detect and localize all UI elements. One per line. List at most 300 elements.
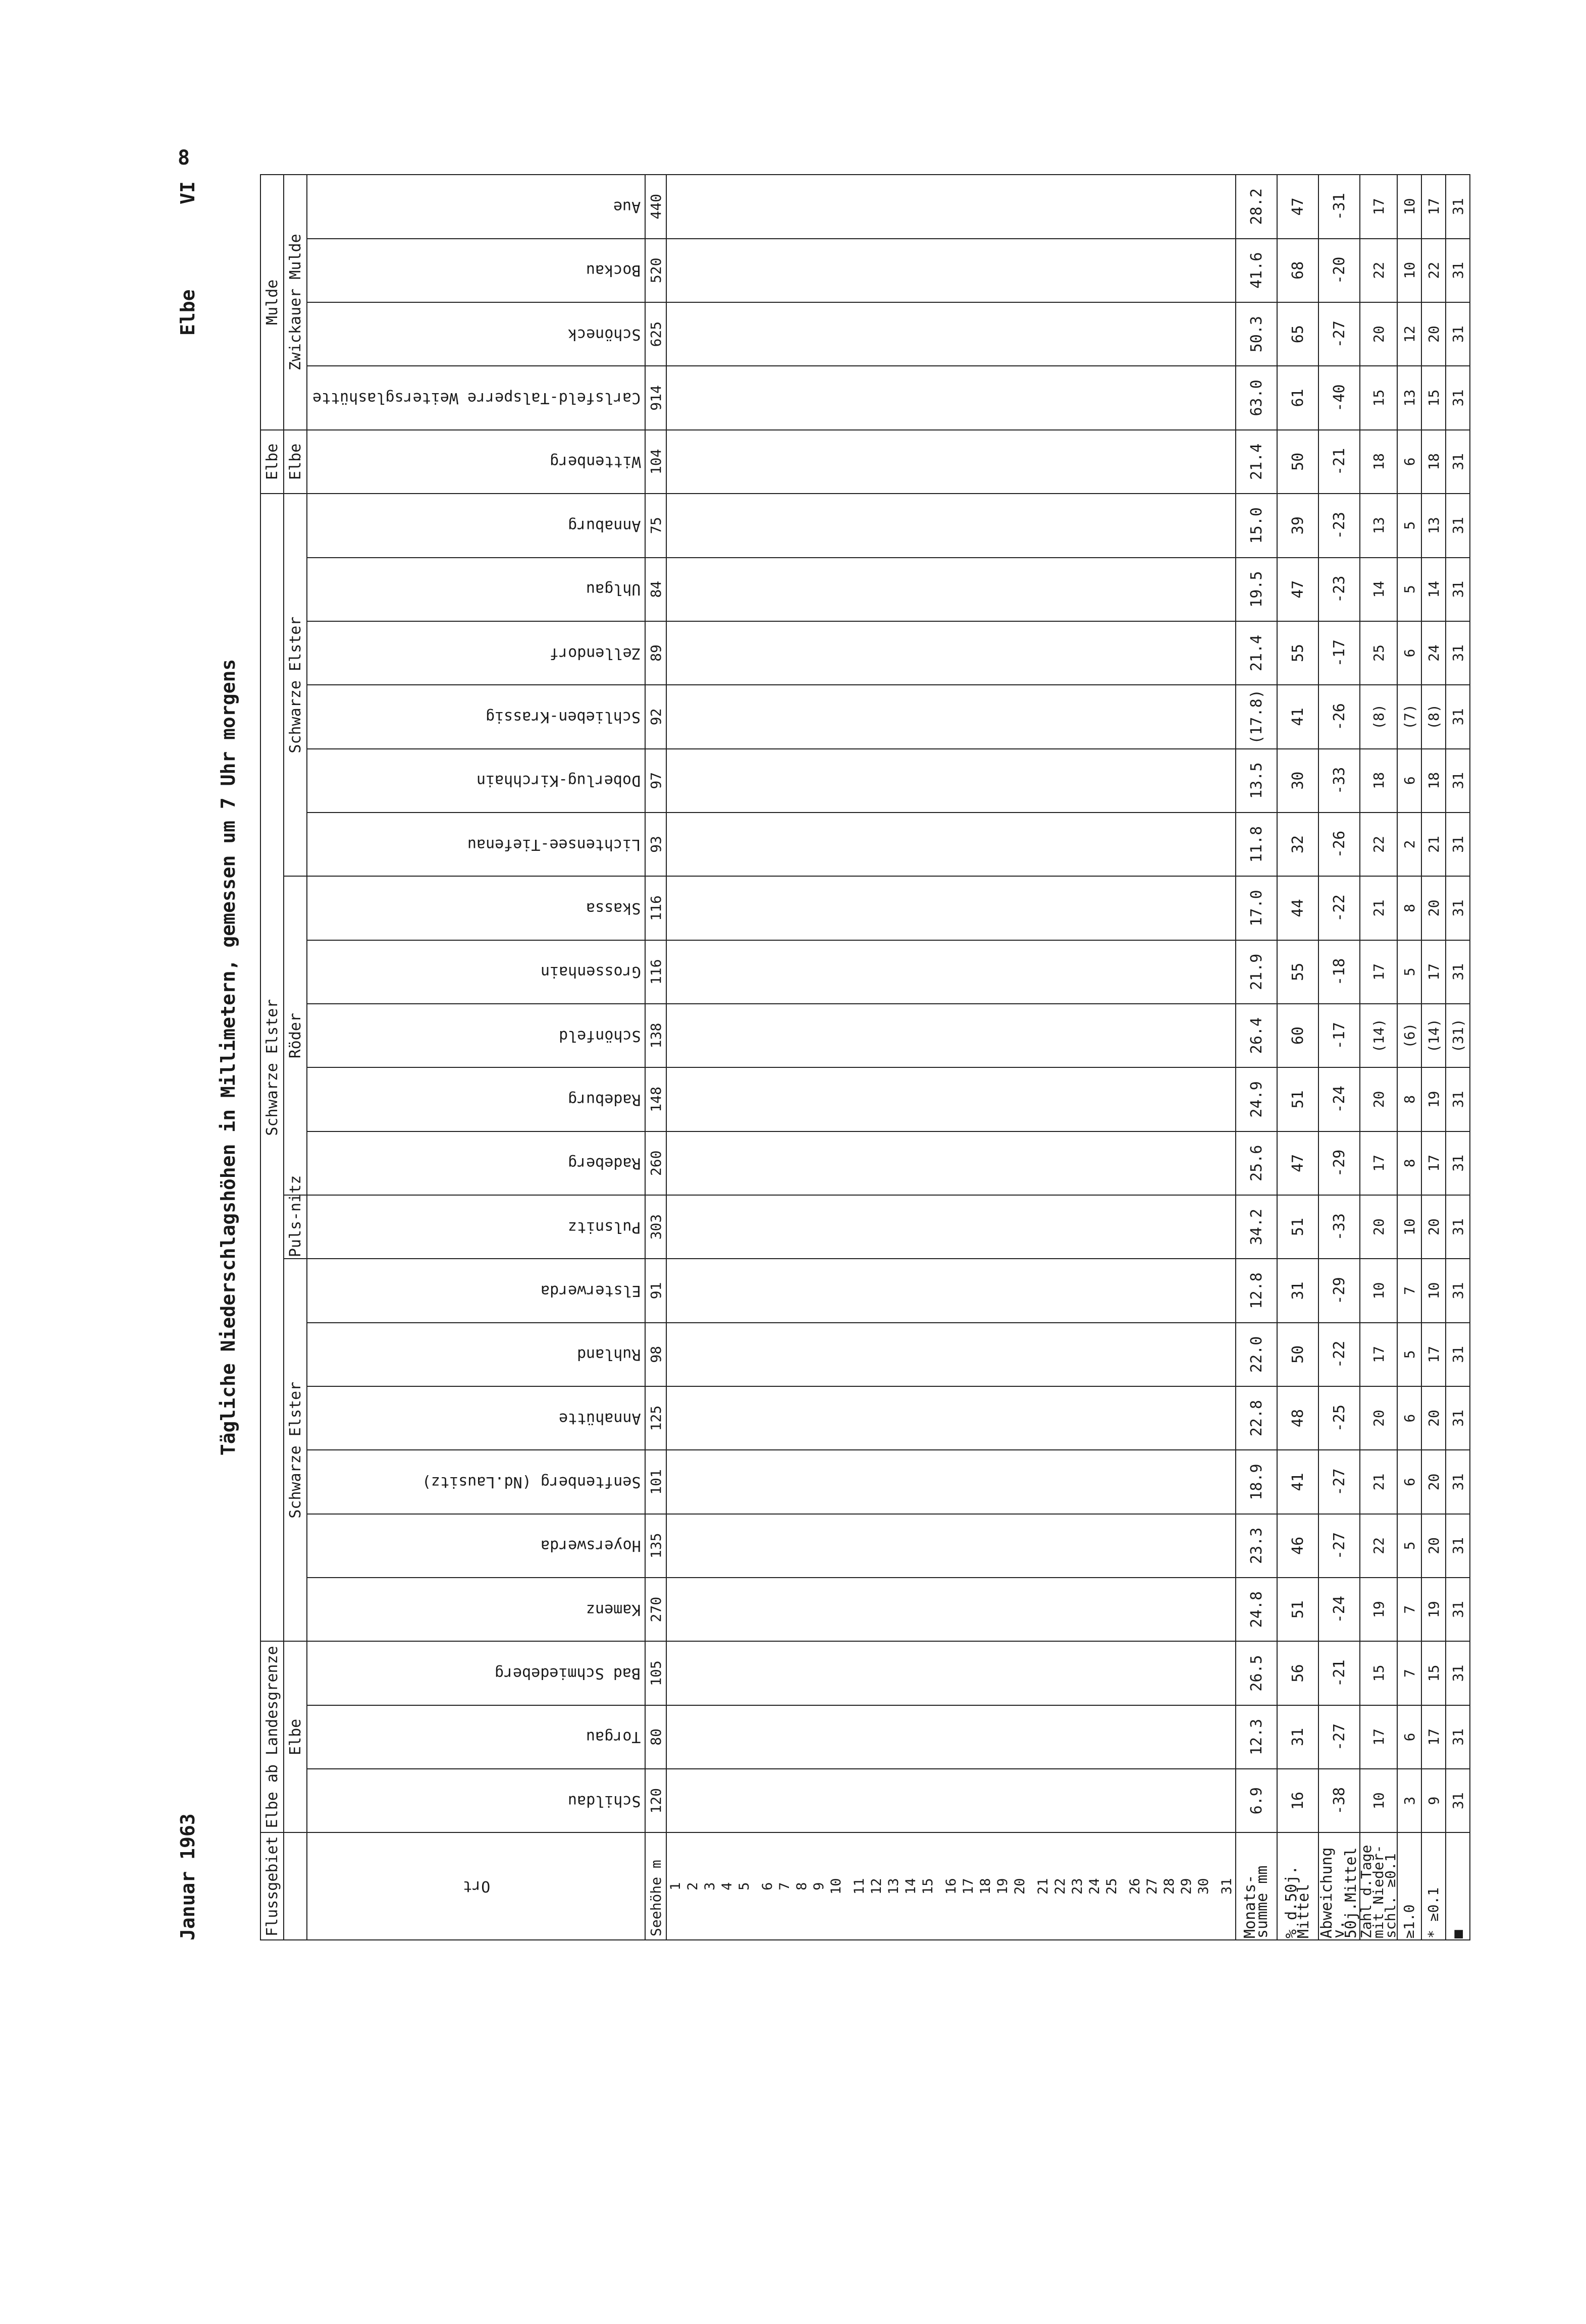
subgroup-schwarze-elster: Schwarze Elster xyxy=(284,1259,307,1641)
day-value xyxy=(1195,1323,1212,1386)
day-value xyxy=(844,685,868,748)
day-value xyxy=(977,1578,994,1641)
day-value xyxy=(793,940,810,1004)
days-ge01: 10 xyxy=(1360,1769,1397,1832)
day-value xyxy=(936,1067,960,1131)
day-value xyxy=(793,1450,810,1514)
tage-star-label: * ≥0.1 xyxy=(1421,1832,1446,1940)
day-value xyxy=(1086,1450,1103,1514)
day-value xyxy=(1103,175,1120,239)
subgroup-zwickauer-mulde: Zwickauer Mulde xyxy=(284,175,307,430)
days-star: 20 xyxy=(1421,1450,1446,1514)
day-value xyxy=(1160,685,1178,748)
day-value xyxy=(810,366,827,429)
day-value xyxy=(1051,1131,1069,1195)
day-value xyxy=(666,1514,684,1578)
day-value xyxy=(1011,876,1028,940)
day-value xyxy=(1086,1195,1103,1259)
deviation: -26 xyxy=(1318,685,1360,748)
days-star: 17 xyxy=(1421,1131,1446,1195)
day-value xyxy=(868,1323,885,1386)
day-value xyxy=(960,813,977,876)
deviation: -25 xyxy=(1318,1386,1360,1450)
day-value xyxy=(753,1131,776,1195)
day-value xyxy=(1178,1578,1195,1641)
day-value xyxy=(902,813,919,876)
pct-of-mean: 30 xyxy=(1277,749,1318,813)
day-value xyxy=(994,749,1011,813)
day-value xyxy=(868,685,885,748)
day-value xyxy=(936,876,960,940)
day-value xyxy=(1069,239,1086,302)
day-value xyxy=(994,1514,1011,1578)
day-value xyxy=(844,1514,868,1578)
day-value xyxy=(718,1386,735,1450)
day-row xyxy=(666,175,684,1940)
day-value xyxy=(1195,1578,1212,1641)
day-value xyxy=(960,621,977,685)
day-label: 20 xyxy=(1011,1832,1028,1940)
day-label: 13 xyxy=(885,1832,902,1940)
day-value xyxy=(977,1386,994,1450)
day-value xyxy=(919,1641,936,1705)
day-value xyxy=(666,1131,684,1195)
day-label: 17 xyxy=(960,1832,977,1940)
day-value xyxy=(827,621,844,685)
day-value xyxy=(994,621,1011,685)
day-row xyxy=(701,175,718,1940)
day-value xyxy=(1178,749,1195,813)
day-value xyxy=(666,1641,684,1705)
day-value xyxy=(735,1195,753,1259)
day-row xyxy=(977,175,994,1940)
day-value xyxy=(1212,940,1236,1004)
day-value xyxy=(1120,1769,1143,1832)
day-value xyxy=(718,1578,735,1641)
station-name: Annaburg xyxy=(307,494,645,558)
days-snow: 31 xyxy=(1446,1578,1470,1641)
day-value xyxy=(868,1259,885,1322)
days-ge10: 7 xyxy=(1397,1578,1421,1641)
day-value xyxy=(718,1514,735,1578)
day-value xyxy=(753,1004,776,1067)
day-label: 16 xyxy=(936,1832,960,1940)
day-value xyxy=(793,1769,810,1832)
day-value xyxy=(1120,1067,1143,1131)
day-value xyxy=(1143,1769,1160,1832)
day-value xyxy=(827,1067,844,1131)
day-value xyxy=(810,558,827,621)
day-value xyxy=(1103,685,1120,748)
day-value xyxy=(1212,430,1236,494)
subgroup-schwarze-elster-2: Schwarze Elster xyxy=(284,494,307,876)
day-value xyxy=(868,239,885,302)
days-ge10: 5 xyxy=(1397,1514,1421,1578)
day-value xyxy=(1120,558,1143,621)
deviation: -17 xyxy=(1318,621,1360,685)
day-label: 7 xyxy=(776,1832,793,1940)
day-value xyxy=(827,1004,844,1067)
days-star: 20 xyxy=(1421,876,1446,940)
day-value xyxy=(1160,302,1178,366)
day-value xyxy=(735,1067,753,1131)
station-elevation: 260 xyxy=(645,1131,666,1195)
station-name: Schlieben-Krassig xyxy=(307,685,645,748)
day-value xyxy=(666,558,684,621)
days-star: 20 xyxy=(1421,302,1446,366)
day-value xyxy=(1143,813,1160,876)
days-star: (8) xyxy=(1421,685,1446,748)
day-value xyxy=(735,1386,753,1450)
day-value xyxy=(960,876,977,940)
day-value xyxy=(1178,1514,1195,1578)
days-snow: 31 xyxy=(1446,1641,1470,1705)
day-value xyxy=(919,366,936,429)
day-value xyxy=(1178,1769,1195,1832)
day-value xyxy=(1103,749,1120,813)
day-value xyxy=(753,1769,776,1832)
days-star: 10 xyxy=(1421,1259,1446,1322)
day-value xyxy=(1120,876,1143,940)
day-value xyxy=(885,239,902,302)
day-value xyxy=(701,1259,718,1322)
day-value xyxy=(1011,685,1028,748)
day-value xyxy=(1011,430,1028,494)
day-value xyxy=(735,302,753,366)
day-value xyxy=(885,1514,902,1578)
day-value xyxy=(753,749,776,813)
day-label: 12 xyxy=(868,1832,885,1940)
day-value xyxy=(994,813,1011,876)
day-value xyxy=(844,366,868,429)
day-value xyxy=(936,494,960,558)
day-value xyxy=(936,1450,960,1514)
day-value xyxy=(684,494,701,558)
day-value xyxy=(1178,366,1195,429)
day-value xyxy=(1069,1195,1086,1259)
monthly-sum: 18.9 xyxy=(1236,1450,1277,1514)
pct-of-mean: 41 xyxy=(1277,1450,1318,1514)
day-value xyxy=(735,749,753,813)
day-value xyxy=(977,494,994,558)
day-value xyxy=(1028,1769,1051,1832)
day-value xyxy=(844,1259,868,1322)
day-value xyxy=(994,175,1011,239)
monthly-sum: 22.0 xyxy=(1236,1323,1277,1386)
deviation: -26 xyxy=(1318,813,1360,876)
day-value xyxy=(960,1323,977,1386)
day-value xyxy=(1051,302,1069,366)
day-value xyxy=(1120,175,1143,239)
day-value xyxy=(1103,813,1120,876)
day-value xyxy=(793,175,810,239)
day-value xyxy=(919,749,936,813)
day-value xyxy=(1143,685,1160,748)
day-value xyxy=(701,558,718,621)
day-value xyxy=(1195,1769,1212,1832)
day-value xyxy=(994,1386,1011,1450)
day-value xyxy=(793,430,810,494)
day-value xyxy=(936,239,960,302)
day-value xyxy=(868,1386,885,1450)
day-value xyxy=(776,239,793,302)
day-value xyxy=(1069,1450,1086,1514)
day-value xyxy=(1212,1641,1236,1705)
day-label: 10 xyxy=(827,1832,844,1940)
day-value xyxy=(684,940,701,1004)
day-value xyxy=(1011,940,1028,1004)
day-value xyxy=(1178,1259,1195,1322)
day-value xyxy=(827,940,844,1004)
days-ge01: 22 xyxy=(1360,1514,1397,1578)
day-value xyxy=(936,558,960,621)
day-value xyxy=(994,940,1011,1004)
day-value xyxy=(844,621,868,685)
day-value xyxy=(776,494,793,558)
deviation: -17 xyxy=(1318,1004,1360,1067)
day-value xyxy=(718,940,735,1004)
day-value xyxy=(1120,621,1143,685)
pct-of-mean: 55 xyxy=(1277,621,1318,685)
day-value xyxy=(684,1386,701,1450)
day-value xyxy=(1160,175,1178,239)
station-elevation: 914 xyxy=(645,366,666,429)
day-value xyxy=(1143,1195,1160,1259)
day-value xyxy=(1160,1578,1178,1641)
day-value xyxy=(1120,430,1143,494)
day-value xyxy=(810,1705,827,1769)
deviation: -24 xyxy=(1318,1578,1360,1641)
day-value xyxy=(1178,1641,1195,1705)
station-name: Skassa xyxy=(307,876,645,940)
day-label: 19 xyxy=(994,1832,1011,1940)
day-value xyxy=(1011,1195,1028,1259)
day-value xyxy=(827,876,844,940)
day-value xyxy=(1051,1641,1069,1705)
day-value xyxy=(1143,621,1160,685)
day-value xyxy=(701,302,718,366)
day-value xyxy=(1143,430,1160,494)
day-value xyxy=(666,813,684,876)
day-value xyxy=(1143,940,1160,1004)
day-value xyxy=(718,430,735,494)
day-value xyxy=(776,1578,793,1641)
day-label: 22 xyxy=(1051,1832,1069,1940)
day-value xyxy=(701,239,718,302)
day-value xyxy=(977,813,994,876)
day-value xyxy=(885,876,902,940)
day-value xyxy=(753,621,776,685)
day-value xyxy=(994,1067,1011,1131)
days-ge01: 19 xyxy=(1360,1578,1397,1641)
day-label: 30 xyxy=(1195,1832,1212,1940)
days-ge01: 22 xyxy=(1360,813,1397,876)
day-value xyxy=(718,1769,735,1832)
day-value xyxy=(1120,1323,1143,1386)
day-row xyxy=(1086,175,1103,1940)
pct-of-mean: 51 xyxy=(1277,1578,1318,1641)
day-value xyxy=(793,685,810,748)
day-value xyxy=(827,239,844,302)
day-value xyxy=(844,1067,868,1131)
monthly-sum: 26.4 xyxy=(1236,1004,1277,1067)
day-value xyxy=(810,175,827,239)
day-value xyxy=(1086,430,1103,494)
deviation: -33 xyxy=(1318,1195,1360,1259)
day-value xyxy=(776,430,793,494)
day-value xyxy=(776,1769,793,1832)
day-value xyxy=(1178,813,1195,876)
day-value xyxy=(666,1705,684,1769)
day-value xyxy=(1028,749,1051,813)
day-value xyxy=(844,1323,868,1386)
pct-of-mean: 48 xyxy=(1277,1386,1318,1450)
day-value xyxy=(960,940,977,1004)
day-row xyxy=(735,175,753,1940)
day-value xyxy=(684,685,701,748)
day-value xyxy=(1086,1004,1103,1067)
day-value xyxy=(1086,558,1103,621)
day-value xyxy=(936,1641,960,1705)
day-value xyxy=(1051,366,1069,429)
day-value xyxy=(1086,366,1103,429)
day-value xyxy=(1143,239,1160,302)
day-value xyxy=(1011,494,1028,558)
day-value xyxy=(844,430,868,494)
day-value xyxy=(753,366,776,429)
station-name: Hoyerswerda xyxy=(307,1514,645,1578)
days-star: 15 xyxy=(1421,1641,1446,1705)
day-value xyxy=(885,494,902,558)
day-value xyxy=(960,1067,977,1131)
day-value xyxy=(1069,1323,1086,1386)
day-value xyxy=(1120,366,1143,429)
day-value xyxy=(1195,1259,1212,1322)
day-value xyxy=(753,685,776,748)
day-value xyxy=(1178,1323,1195,1386)
day-value xyxy=(666,621,684,685)
day-value xyxy=(1103,1131,1120,1195)
day-value xyxy=(1195,1450,1212,1514)
day-value xyxy=(885,558,902,621)
station-name: Annahütte xyxy=(307,1386,645,1450)
monthly-sum: 25.6 xyxy=(1236,1131,1277,1195)
days-star: 20 xyxy=(1421,1386,1446,1450)
day-value xyxy=(776,749,793,813)
day-value xyxy=(936,813,960,876)
day-value xyxy=(1160,1705,1178,1769)
day-value xyxy=(1086,1769,1103,1832)
station-name: Pulsnitz xyxy=(307,1195,645,1259)
days-star: 21 xyxy=(1421,813,1446,876)
day-value xyxy=(1011,1323,1028,1386)
day-row xyxy=(868,175,885,1940)
day-value xyxy=(753,239,776,302)
day-value xyxy=(701,1131,718,1195)
days-ge01: 17 xyxy=(1360,1323,1397,1386)
day-value xyxy=(844,1578,868,1641)
day-value xyxy=(885,1259,902,1322)
day-value xyxy=(977,1067,994,1131)
day-row xyxy=(1011,175,1028,1940)
day-value xyxy=(1086,1641,1103,1705)
day-value xyxy=(810,1450,827,1514)
day-value xyxy=(718,239,735,302)
day-value xyxy=(868,494,885,558)
deviation: -27 xyxy=(1318,1705,1360,1769)
deviation: -27 xyxy=(1318,1450,1360,1514)
days-ge01: 10 xyxy=(1360,1259,1397,1322)
day-value xyxy=(1069,1641,1086,1705)
day-row xyxy=(1178,175,1195,1940)
day-value xyxy=(684,1641,701,1705)
day-value xyxy=(1028,621,1051,685)
day-value xyxy=(919,685,936,748)
day-value xyxy=(1028,813,1051,876)
day-value xyxy=(1103,239,1120,302)
days-ge01: 18 xyxy=(1360,430,1397,494)
day-value xyxy=(1212,1195,1236,1259)
tage-ge01-label: Zahl d.Tage mit Nieder-schl. ≥0.1 xyxy=(1360,1832,1397,1940)
day-value xyxy=(776,175,793,239)
day-label: 25 xyxy=(1103,1832,1120,1940)
day-value xyxy=(977,175,994,239)
day-value xyxy=(810,1067,827,1131)
day-label: 28 xyxy=(1160,1832,1178,1940)
day-value xyxy=(960,558,977,621)
day-value xyxy=(1069,1386,1086,1450)
day-value xyxy=(1160,1067,1178,1131)
day-value xyxy=(827,558,844,621)
day-value xyxy=(1011,621,1028,685)
day-value xyxy=(735,1641,753,1705)
day-value xyxy=(936,430,960,494)
day-value xyxy=(735,366,753,429)
day-value xyxy=(936,1323,960,1386)
day-value xyxy=(1069,876,1086,940)
group-schwarze-elster: Schwarze Elster xyxy=(260,494,284,1641)
day-value xyxy=(1028,685,1051,748)
day-value xyxy=(1103,302,1120,366)
deviation: -18 xyxy=(1318,940,1360,1004)
day-value xyxy=(868,1004,885,1067)
day-value xyxy=(1103,1705,1120,1769)
day-value xyxy=(1143,494,1160,558)
days-ge01: 17 xyxy=(1360,1705,1397,1769)
days-star: (14) xyxy=(1421,1004,1446,1067)
station-elevation: 116 xyxy=(645,876,666,940)
day-value xyxy=(753,1259,776,1322)
pct-of-mean: 50 xyxy=(1277,430,1318,494)
monthly-sum: 23.3 xyxy=(1236,1514,1277,1578)
deviation: -29 xyxy=(1318,1259,1360,1322)
station-elevation: 97 xyxy=(645,749,666,813)
group-mulde: Mulde xyxy=(260,175,284,430)
day-value xyxy=(977,302,994,366)
days-snow: 31 xyxy=(1446,494,1470,558)
day-value xyxy=(1103,940,1120,1004)
day-value xyxy=(666,1195,684,1259)
days-ge01: 20 xyxy=(1360,302,1397,366)
day-value xyxy=(684,1195,701,1259)
day-value xyxy=(1178,430,1195,494)
day-value xyxy=(936,1131,960,1195)
days-ge01: (14) xyxy=(1360,1004,1397,1067)
header-title: Tägliche Niederschlagshöhen in Millimetern, gemessen um 7 Uhr morgens xyxy=(217,659,239,1456)
day-value xyxy=(701,366,718,429)
day-value xyxy=(977,1705,994,1769)
day-value xyxy=(1011,1769,1028,1832)
